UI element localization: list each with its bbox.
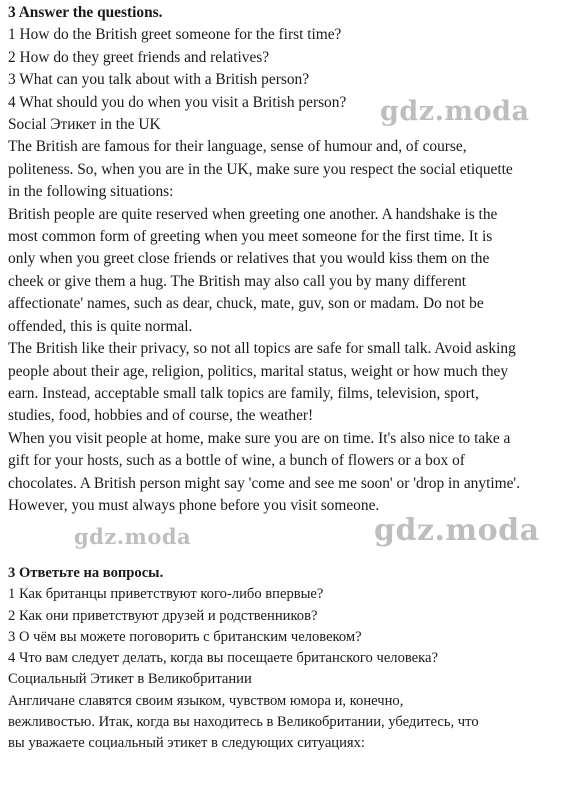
english-line: studies, food, hobbies and of course, the weather! — [8, 407, 314, 425]
english-heading: 3 Answer the questions. — [8, 4, 163, 21]
english-line: British people are quite reserved when greeting one another. A handshake is the — [8, 205, 498, 223]
english-title: Social Этикет in the UK — [8, 116, 161, 134]
english-line: The British like their privacy, so not all topics are safe for small talk. Avoid asking — [8, 340, 516, 358]
english-line: people about their age, religion, politics, marital status, weight or how much they — [8, 362, 509, 380]
english-line: affectionate' names, such as dear, chuck, mate, guv, son or madam. Do not be — [8, 295, 484, 313]
russian-question-4: 4 Что вам следует делать, когда вы посещаете британского человека? — [8, 650, 438, 667]
english-line: politeness. So, when you are in the UK, make sure you respect the social etiquette — [8, 160, 513, 178]
english-line: earn. Instead, acceptable small talk topics are family, films, television, sport, — [8, 384, 479, 402]
watermark: gdz.moda — [374, 513, 540, 548]
russian-question-2: 2 Как они приветствуют друзей и родственников? — [8, 607, 318, 624]
english-question-2: 2 How do they greet friends and relatives? — [8, 48, 270, 66]
russian-section — [8, 563, 580, 755]
english-line: only when you greet close friends or relatives that you would kiss them on the — [8, 250, 490, 268]
russian-question-1: 1 Как британцы приветствуют кого-либо впервые? — [8, 586, 324, 603]
english-line: offended, this is quite normal. — [8, 317, 193, 335]
watermark: gdz.moda — [380, 96, 530, 127]
english-question-4: 4 What should you do when you visit a British person? — [8, 93, 347, 111]
english-line: chocolates. A British person might say 'come and see me soon' or 'drop in anytime'. — [8, 474, 521, 492]
russian-question-3: 3 О чём вы можете поговорить с британским человеком? — [8, 628, 362, 645]
english-question-3: 3 What can you talk about with a British person? — [8, 71, 310, 89]
english-line: However, you must always phone before you visit someone. — [8, 496, 380, 514]
english-line: cheek or give them a hug. The British may also call you by many different — [8, 272, 467, 290]
english-question-1: 1 How do the British greet someone for the first time? — [8, 26, 342, 44]
russian-line: вы уважаете социальный этикет в следующих ситуациях: — [8, 735, 365, 752]
russian-line: Англичане славятся своим языком, чувством юмора и, конечно, — [8, 692, 404, 709]
english-line: most common form of greeting when you meet someone for the first time. It is — [8, 228, 493, 246]
english-line: When you visit people at home, make sure you are on time. It's also nice to take a — [8, 429, 511, 447]
english-section — [8, 2, 580, 517]
english-line: in the following situations: — [8, 183, 174, 201]
watermark: gdz.moda — [74, 524, 192, 549]
english-line: gift for your hosts, such as a bottle of wine, a bunch of flowers or a box of — [8, 452, 465, 470]
russian-title: Социальный Этикет в Великобритании — [8, 671, 252, 688]
english-line: The British are famous for their language, sense of humour and, of course, — [8, 138, 467, 156]
russian-line: вежливостью. Итак, когда вы находитесь в Великобритании, убедитесь, что — [8, 714, 479, 731]
russian-heading: 3 Ответьте на вопросы. — [8, 565, 164, 581]
